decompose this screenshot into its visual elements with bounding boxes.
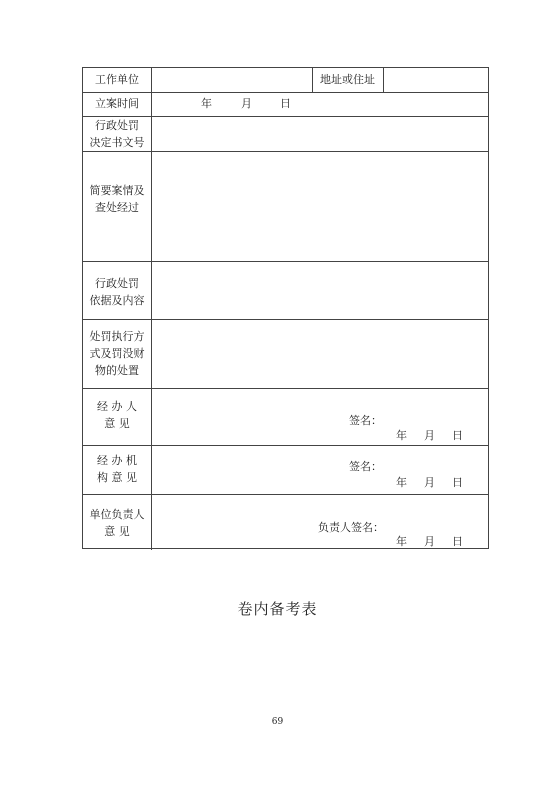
- unit-head-month-label: 月: [424, 535, 435, 548]
- agency-signature-label: 签名：: [349, 460, 382, 473]
- label-line: 处罚执行方: [89, 330, 145, 343]
- handler-opinion-label: [83, 398, 151, 432]
- agency-month-label: 月: [424, 476, 435, 489]
- label-line: 查处经过: [95, 201, 139, 214]
- label-line: 决定书文号: [89, 136, 145, 149]
- label-line: 依据及内容: [89, 294, 145, 307]
- case-record-form: [82, 67, 489, 549]
- label-line: 经 办 人: [97, 400, 137, 413]
- decision-number-label: [83, 117, 151, 151]
- work-unit-label: 工作单位: [95, 73, 139, 86]
- unit-head-opinion-label: [83, 506, 151, 540]
- label-line: 意 见: [104, 525, 130, 538]
- filing-time-label: 立案时间: [95, 97, 139, 110]
- handler-opinion-field[interactable]: [152, 389, 488, 445]
- filing-month-label: 月: [241, 97, 252, 110]
- handler-day-label: 日: [452, 429, 463, 442]
- address-field[interactable]: [384, 68, 488, 92]
- section-title: 卷内备考表: [237, 600, 318, 618]
- handling-agency-opinion-label: [83, 452, 151, 486]
- handler-signature-label: 签名：: [349, 414, 382, 427]
- penalty-execution-label: [83, 328, 151, 379]
- decision-number-field[interactable]: [152, 117, 488, 151]
- label-line: 经 办 机: [97, 454, 137, 467]
- filing-day-label: 日: [280, 97, 291, 110]
- penalty-execution-field[interactable]: [152, 320, 488, 388]
- agency-year-label: 年: [396, 476, 407, 489]
- agency-day-label: 日: [452, 476, 463, 489]
- filing-year-label: 年: [201, 97, 212, 110]
- unit-head-year-label: 年: [396, 535, 407, 548]
- case-summary-label: [83, 182, 151, 216]
- label-line: 简要案情及: [89, 184, 145, 197]
- work-unit-field[interactable]: [152, 68, 312, 92]
- handler-year-label: 年: [396, 429, 407, 442]
- handler-month-label: 月: [424, 429, 435, 442]
- case-summary-field[interactable]: [152, 152, 488, 261]
- label-line: 单位负责人: [89, 508, 145, 521]
- penalty-basis-label: [83, 275, 151, 309]
- label-line: 构 意 见: [97, 471, 137, 484]
- page-number: 69: [271, 717, 284, 727]
- unit-head-signature-label: 负责人签名：: [318, 521, 384, 534]
- address-label: 地址或住址: [320, 73, 375, 86]
- label-line: 意 见: [104, 417, 130, 430]
- label-line: 行政处罚: [95, 277, 139, 290]
- penalty-basis-field[interactable]: [152, 262, 488, 319]
- handling-agency-opinion-field[interactable]: [152, 446, 488, 494]
- label-line: 行政处罚: [95, 119, 139, 132]
- label-line: 物的处置: [95, 364, 139, 377]
- unit-head-day-label: 日: [452, 535, 463, 548]
- row-divider: [83, 92, 488, 93]
- label-line: 式及罚没财: [89, 347, 145, 360]
